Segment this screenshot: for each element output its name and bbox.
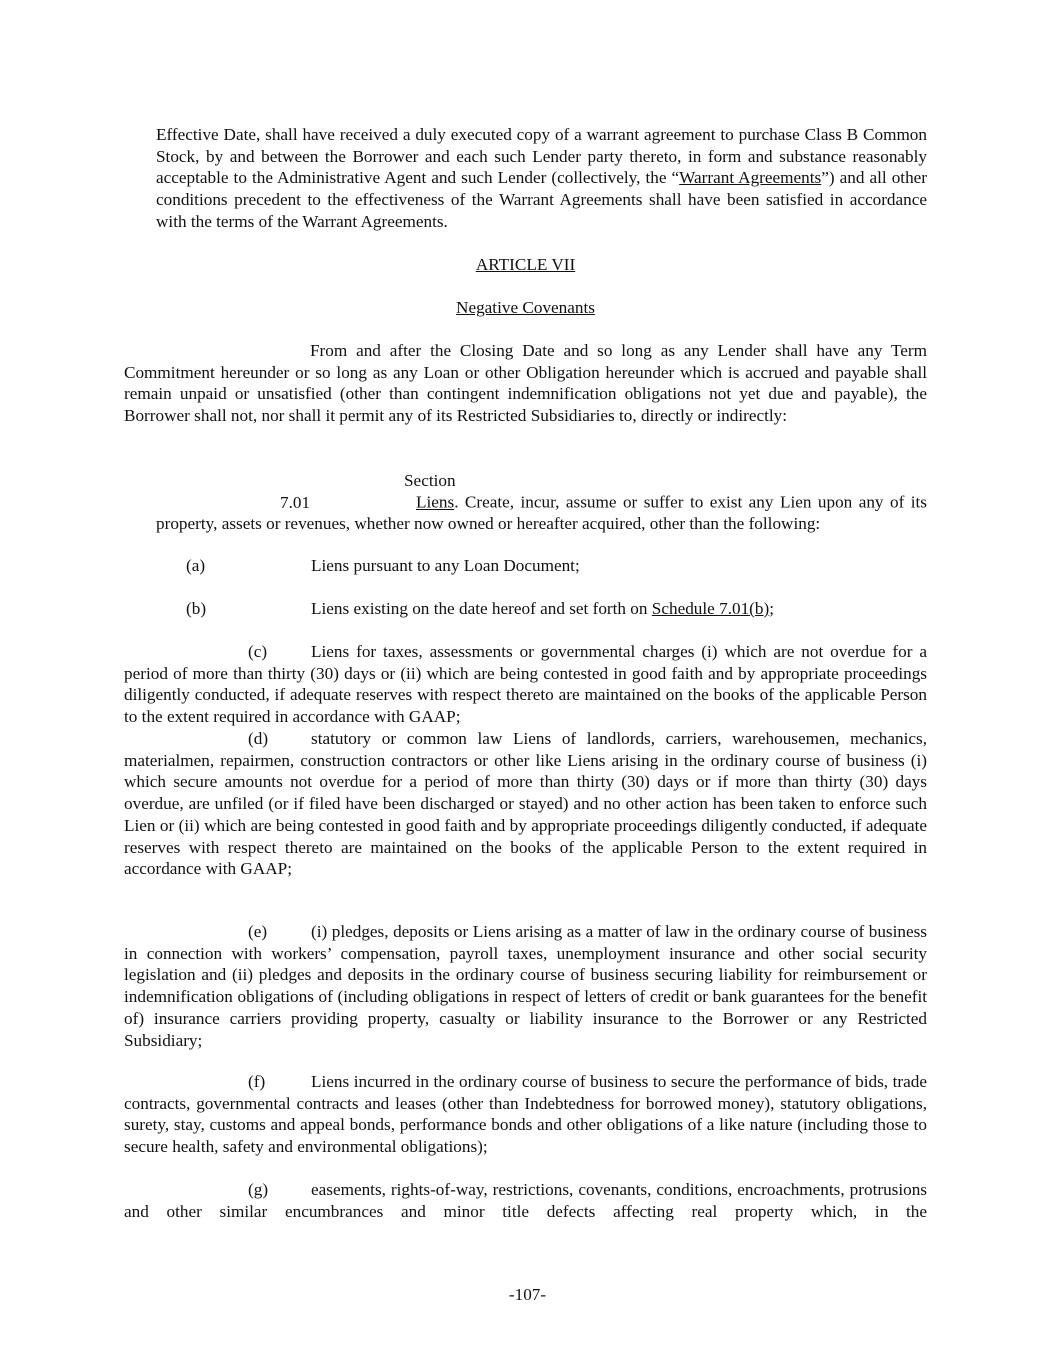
item-label-d: (d): [248, 729, 269, 748]
schedule-reference: Schedule 7.01(b): [651, 599, 770, 618]
section-heading: Liens: [416, 492, 455, 512]
list-item: [124, 1071, 927, 1158]
defined-term-warrant-agreements: Warrant Agreements: [679, 168, 822, 188]
section-text: . Create, incur, assume or suffer to exist any Lien upon any of its property, assets or revenues, whether now owned or hereafter acquired, other than the following:: [156, 492, 927, 534]
item-label-c: (c): [248, 642, 268, 661]
preamble-paragraph: From and after the Closing Date and so long as any Lender shall have any Term Commitment hereunder or so long as any Loan or other Obligation hereunder which is accrued and payable shall remain unpaid or unsatisfied (other than contingent indemnification obligations not yet due and payable), the Borrower shall not, nor shall it permit any of its Restricted Subsidiaries to, directly or indirectly:: [124, 341, 927, 426]
item-text-a: Liens pursuant to any Loan Document;: [311, 556, 580, 575]
intro-paragraph: [156, 124, 927, 233]
item-label-a: (a): [186, 556, 206, 575]
item-label-f: (f): [248, 1072, 266, 1091]
intro-text: Effective Date, shall have received a duly executed copy of a warrant agreement to purchase Class B Common Stock, by and between the Borrower and each such Lender party thereto, in form and substance reasonably acceptable to the Administrative Agent and such Lender (collectively, the “: [156, 125, 927, 188]
article-title: [124, 297, 927, 319]
article-number-text: ARTICLE VII: [475, 255, 576, 274]
item-text-e: (i) pledges, deposits or Liens arising as a matter of law in the ordinary course of business in connection with workers’ compensation, payroll taxes, unemployment insurance and other social security legislation and (ii) pledges and deposits in the ordinary course of business securing liability for reimbursement or indemnification obligations of (including obligations in respect of letters of credit or bank guarantees for the benefit of) insurance carriers providing property, casualty or liability insurance to the Borrower or any Restricted Subsidiary;: [124, 922, 927, 1050]
section-7-01: [156, 470, 927, 535]
list-item: [124, 1179, 927, 1222]
item-label-g: (g): [248, 1180, 269, 1199]
list-item: [124, 728, 927, 880]
item-text-c: Liens for taxes, assessments or governmental charges (i) which are not overdue for a period of more than thirty (30) days or (ii) which are being contested in good faith and by appropriate proceedings diligently conducted, if adequate reserves with respect thereto are maintained on the books of the applicable Person to the extent required in accordance with GAAP;: [124, 642, 927, 727]
item-label-e: (e): [248, 922, 268, 941]
item-label-b: (b): [186, 599, 207, 618]
item-text-f: Liens incurred in the ordinary course of business to secure the performance of bids, trade contracts, governmental contracts and leases (other than Indebtedness for borrowed money), statutory obligations, surety, stay, customs and appeal bonds, performance bonds and other obligations of a like nature (including those to secure health, safety and environmental obligations);: [124, 1072, 927, 1157]
list-item: [124, 641, 927, 728]
article-title-text: Negative Covenants: [456, 298, 595, 317]
item-text-b-body: Liens existing on the date hereof and set forth on: [311, 599, 652, 618]
section-number: Section 7.01: [280, 471, 456, 512]
item-text-b-end: ;: [769, 599, 774, 618]
item-text-g: easements, rights-of-way, restrictions, covenants, conditions, encroachments, protrusions and other similar encumbrances and minor title defects affecting real property which, in the: [124, 1180, 927, 1221]
item-text-d: statutory or common law Liens of landlords, carriers, warehousemen, mechanics, materialmen, repairmen, construction contractors or other like Liens arising in the ordinary course of business (i) which secure amounts not overdue for a period of more than thirty (30) days or if more than thirty (30) days overdue, are unfiled (or if filed have been discharged or stayed) and no other action has been taken to enforce such Lien or (ii) which are being contested in good faith and by appropriate proceedings diligently conducted, if adequate reserves with respect thereto are maintained on the books of the applicable Person to the extent required in accordance with GAAP;: [124, 729, 927, 879]
item-text-b: [311, 598, 774, 620]
list-item: [124, 921, 927, 1051]
page-number: -107-: [508, 1285, 547, 1304]
intro-text-end: ”) and all other conditions precedent to the effectiveness of the Warrant Agreements shall have been satisfied in accordance with the terms of the Warrant Agreements.: [156, 168, 928, 231]
article-number: [124, 254, 927, 276]
